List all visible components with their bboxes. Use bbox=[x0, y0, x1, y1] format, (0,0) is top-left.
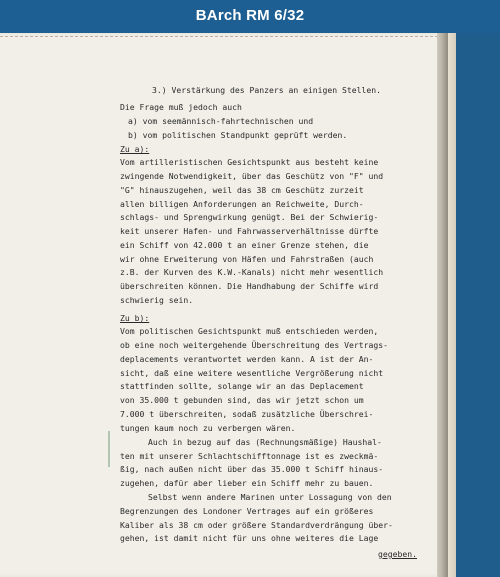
text-line: keit unserer Hafen- und Fahrwasserverhältnisse dürfte bbox=[120, 226, 379, 236]
title-bar bbox=[0, 0, 500, 34]
text-line: sicht, daß eine weitere wesentliche Vergrößerung nicht bbox=[120, 368, 384, 378]
text-line: Kaliber als 38 cm oder größere Standardverdrängung über- bbox=[120, 520, 393, 530]
text-line: von 35.000 t gebunden sind, das wir jetzt schon um bbox=[120, 395, 364, 405]
text-line: ten mit unserer Schlachtschifftonnage ist es zweckmä- bbox=[120, 451, 379, 461]
text-line: a) vom seemännisch-fahrtechnischen und bbox=[128, 116, 314, 126]
archive-reference-title: BArch RM 6/32 bbox=[195, 7, 305, 24]
text-line: gegeben. bbox=[378, 549, 417, 559]
text-line: stattfinden sollte, solange wir an das Deplacement bbox=[120, 381, 364, 391]
section-heading-b: Zu b): bbox=[120, 313, 150, 323]
text-line: Begrenzungen des Londoner Vertrages auf ein größeres bbox=[120, 506, 374, 516]
text-line: allen billigen Anforderungen an Reichweite, Durch- bbox=[120, 199, 364, 209]
text-line: deplacements verantwortet werden kann. A ist der An- bbox=[120, 354, 374, 364]
text-line: überschreiten können. Die Handhabung der Schiffe wird bbox=[120, 281, 379, 291]
text-line: z.B. der Kurven des K.W.-Kanals) nicht mehr wesentlich bbox=[120, 267, 384, 277]
section-heading-a: Zu a): bbox=[120, 144, 150, 154]
text-line: ein Schiff von 42.000 t an einer Grenze stehen, die bbox=[120, 240, 369, 250]
text-line: Auch in bezug auf das (Rechnungsmäßige) Haushal- bbox=[148, 437, 382, 447]
text-line: Vom artilleristischen Gesichtspunkt aus besteht keine bbox=[120, 157, 379, 167]
text-line: schlags- und Sprengwirkung genügt. Bei der Schwierig- bbox=[120, 212, 379, 222]
text-line: ob eine noch weitergehende Überschreitung des Vertrags- bbox=[120, 340, 389, 350]
text-line: "G" hinauszugehen, weil das 38 cm Geschütz zurzeit bbox=[120, 185, 364, 195]
text-line: Vom politischen Gesichtspunkt muß entschieden werden, bbox=[120, 326, 379, 336]
text-line: 3.) Verstärkung des Panzers an einigen Stellen. bbox=[152, 85, 382, 95]
text-line: zugehen, dafür aber lieber ein Schiff mehr zu bauen. bbox=[120, 478, 374, 488]
next-page-edge bbox=[448, 33, 456, 577]
text-line: zwingende Notwendigkeit, über das Geschütz von "F" und bbox=[120, 171, 384, 181]
text-line: gehen, ist damit nicht für uns ohne weiteres die Lage bbox=[120, 533, 379, 543]
document-viewer[interactable] bbox=[0, 33, 500, 577]
page-binding bbox=[437, 33, 448, 577]
text-line: Die Frage muß jedoch auch bbox=[120, 102, 242, 112]
page-top-rule bbox=[0, 36, 448, 37]
text-line: Selbst wenn andere Marinen unter Lossagung von den bbox=[148, 492, 392, 502]
document-page bbox=[0, 33, 448, 577]
text-line: schwierig sein. bbox=[120, 295, 194, 305]
text-line: tungen kaum noch zu verbergen wären. bbox=[120, 423, 296, 433]
margin-mark bbox=[108, 431, 110, 467]
text-line: b) vom politischen Standpunkt geprüft werden. bbox=[128, 130, 348, 140]
text-line: ßig, nach außen nicht über das 35.000 t Schiff hinaus- bbox=[120, 464, 384, 474]
text-line: wir ohne Erweiterung von Häfen und Fahrstraßen (auch bbox=[120, 254, 374, 264]
text-line: 7.000 t überschreiten, sodaß zusätzliche Überschrei- bbox=[120, 409, 374, 419]
